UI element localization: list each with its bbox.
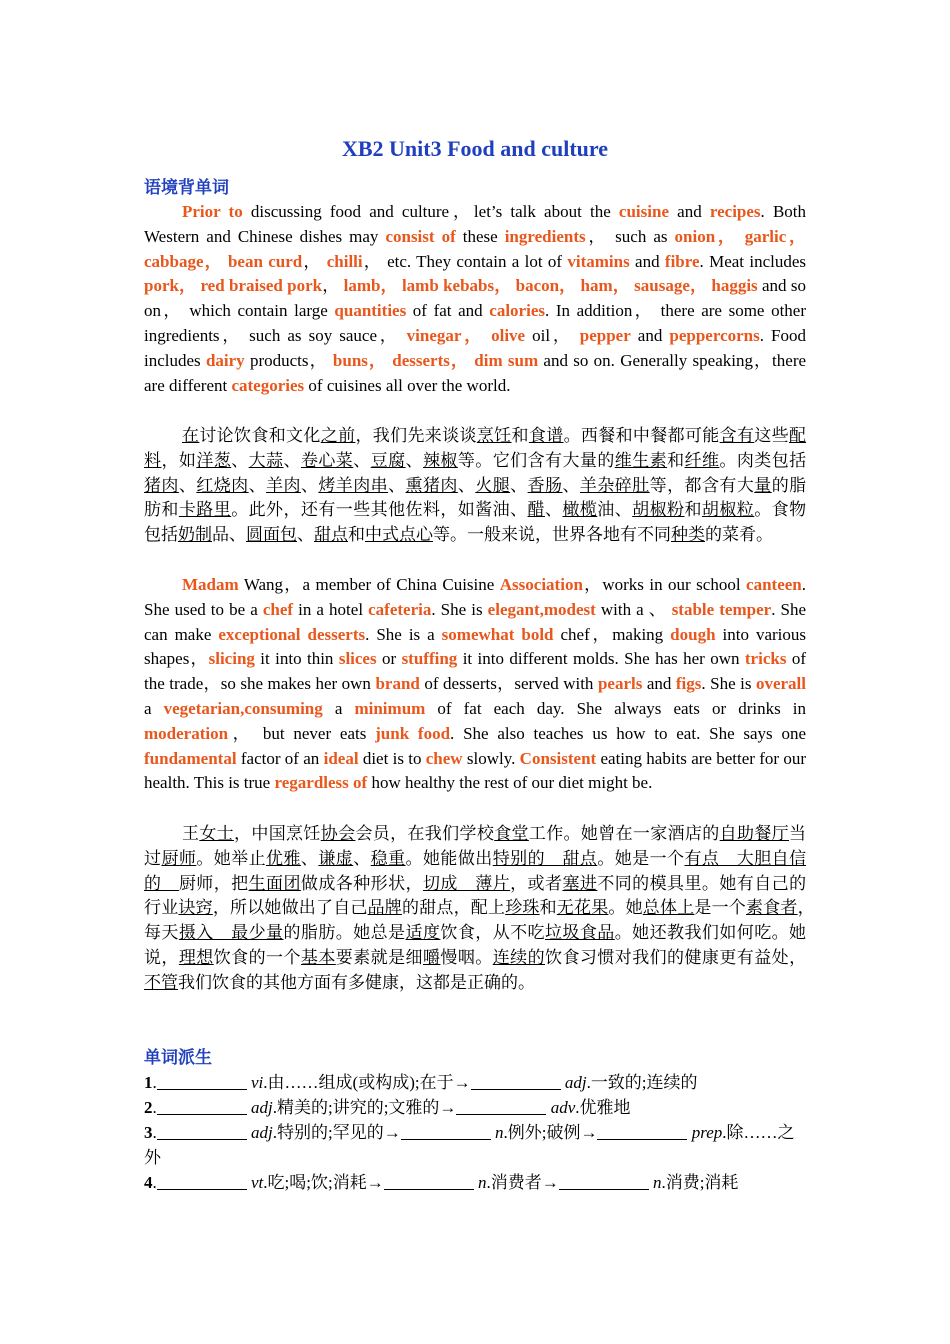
part-of-speech: adj <box>251 1123 273 1142</box>
underlined-term: 熏猪肉 <box>405 475 458 495</box>
underlined-term: 圆面包 <box>246 525 297 545</box>
part-of-speech: vt <box>251 1173 264 1192</box>
keyword: brand <box>375 674 420 694</box>
keyword: pepper <box>579 325 631 345</box>
keyword: chef <box>262 599 294 619</box>
underlined-term: 品牌 <box>367 898 402 918</box>
underlined-term: 羊肉 <box>266 475 301 495</box>
underlined-term: 胡椒粉 <box>632 500 685 520</box>
underlined-term: 嚼 <box>422 947 441 967</box>
keyword: categories <box>231 375 305 395</box>
underlined-term: 香肠 <box>527 475 563 495</box>
underlined-term: 特别的 甜点 <box>492 848 598 868</box>
chinese-passage-2: 王女士，中国烹饪协会会员，在我们学校食堂工作。她曾在一家酒店的自助餐厅当过厨师。她举止优雅、谦虚、稳重。她能做出特别的 甜点。她是一个有点 大胆自信的 厨师，把生面团做成各种形状，切成 薄片，或者塞进不同的模具里。她有自己的行业诀窍，所以她做出了自己品牌的甜点，配上珍珠和无花果。她总体上是一个素食者， 每天摄入 最少量的脂肪。她总是适度饮食，从不吃垃圾食品。她还教我们如何吃。她说，理想饮食的一个基本要素就是细嚼慢咽。连续的饮食习惯对我们的健康更有益处，不管我们饮食的其他方面有多健康，这都是正确的。 <box>144 824 824 992</box>
exercise-item-3: 3. adj.特别的;罕见的→ n.例外;破例→ prep.除……之外 <box>144 1123 795 1167</box>
answer-blank[interactable] <box>456 1098 546 1115</box>
underlined-term: 胡椒粒 <box>701 500 755 520</box>
page-title: XB2 Unit3 Food and culture <box>341 136 609 161</box>
answer-blank[interactable] <box>559 1173 649 1190</box>
underlined-term: 火腿 <box>475 475 511 495</box>
underlined-term: 不管 <box>144 972 178 992</box>
keyword: canteen <box>746 575 802 594</box>
underlined-term: 食谱 <box>528 426 564 445</box>
underlined-term: 垃圾食品 <box>545 923 615 943</box>
answer-blank[interactable] <box>157 1073 247 1090</box>
english-passage-1: Prior to discussing food and culture，let’s talk about the cuisine and recipes. Both Western and Chinese dishes may consist of these ingredients， such as onion， garlic， cabbage， bean curd， chilli， etc. They contain a lot of vitamins and fibre. Meat includes pork， red braised pork， lamb， lamb kebabs， bacon， ham， sausage， haggis and so on， which contain large quantities of fat and calories. In addition， there are some other ingredients， such as soy sauce， vinegar， olive oil， pepper and peppercorns. Food includes dairy products， buns， desserts， dim sum and so on. Generally speaking，there are different categories of cuisines all over the world. <box>144 202 807 395</box>
keyword: cabbage， <box>144 251 223 271</box>
keyword: Prior to <box>182 202 243 221</box>
underlined-term: 女士 <box>199 824 235 843</box>
underlined-term: 适度 <box>405 923 441 943</box>
keyword: onion， <box>674 226 738 246</box>
part-of-speech: prep <box>691 1123 723 1142</box>
keyword: red braised pork <box>200 276 323 296</box>
english-passage-2: Madam Wang，a member of China Cuisine Association，works in our school canteen. She used to be a chef in a hotel cafeteria. She is elegant,modest with a 、 stable temper. She can make exceptional desserts. She is a somewhat bold chef，making dough into various shapes，slicing it into thin slices or stuffing it into different molds. She has her own tricks of the trade，so she makes her own brand of desserts，served with pearls and figs. She is overall a vegetarian,consuming a minimum of fat each day. She always eats or drinks in moderation， but never eats junk food. She also teaches us how to eat. She says one fundamental factor of an ideal diet is to chew slowly. Consistent eating habits are better for our health. This is true regardless of how healthy the rest of our diet might be. <box>144 575 807 793</box>
underlined-term: 含有 <box>719 426 755 445</box>
keyword: Association <box>499 575 583 594</box>
underlined-term: 量 <box>754 475 772 495</box>
underlined-term: 协会 <box>320 824 356 843</box>
keyword: lamb kebabs， <box>401 276 512 296</box>
keyword: Madam <box>182 575 239 594</box>
underlined-term: 辣椒 <box>423 450 458 470</box>
answer-blank[interactable] <box>157 1123 247 1140</box>
keyword: regardless of <box>274 773 368 793</box>
answer-blank[interactable] <box>157 1173 247 1190</box>
keyword: fibre <box>664 251 700 271</box>
keyword: haggis <box>711 276 758 296</box>
underlined-term: 配料 <box>144 426 807 470</box>
keyword: exceptional desserts <box>218 624 366 644</box>
keyword: fundamental <box>144 748 237 768</box>
keyword: vegetarian,consuming <box>163 698 323 718</box>
keyword: olive <box>491 325 526 345</box>
answer-blank[interactable] <box>471 1073 561 1090</box>
underlined-term: 理想 <box>178 947 214 967</box>
item-number: 1 <box>144 1073 153 1092</box>
underlined-term: 豆腐 <box>370 450 406 470</box>
underlined-term: 诀窍 <box>178 898 213 918</box>
underlined-term: 基本 <box>300 947 336 967</box>
part-of-speech: n <box>477 1173 487 1192</box>
keyword: bean curd <box>227 251 303 271</box>
underlined-term: 之前 <box>320 426 356 445</box>
underlined-term: 猪肉 <box>144 475 179 495</box>
keyword: garlic， <box>744 226 807 246</box>
keyword: tricks <box>744 649 787 669</box>
underlined-term: 生面团 <box>248 873 301 893</box>
underlined-term: 醋 <box>527 500 545 520</box>
keyword: Consistent <box>519 748 597 768</box>
keyword: dairy <box>205 350 245 370</box>
keyword: overall <box>755 674 807 694</box>
underlined-term: 橄榄 <box>562 500 598 520</box>
underlined-term: 羊杂碎肚 <box>579 475 650 495</box>
keyword: desserts， <box>392 350 469 370</box>
keyword: quantities <box>334 301 407 321</box>
keyword: junk food <box>375 723 451 743</box>
keyword: figs <box>675 674 702 694</box>
chinese-passage-1: 在讨论饮食和文化之前，我们先来谈谈烹饪和食谱。西餐和中餐都可能含有这些配料，如洋葱、大蒜、卷心菜、豆腐、辣椒等。它们含有大量的维生素和纤维。肉类包括猪肉、红烧肉、羊肉、烤羊肉串、熏猪肉、火腿、香肠、羊杂碎肚等，都含有大量的脂肪和卡路里。此外，还有一些其他佐料，如酱油、醋、橄榄油、胡椒粉和胡椒粒。食物包括奶制品、圆面包、甜点和中式点心等。一般来说，世界各地有不同种类的菜肴。 <box>144 426 807 545</box>
item-number: 2 <box>144 1098 153 1117</box>
keyword: cuisine <box>618 202 669 221</box>
keyword: pork， <box>144 276 197 296</box>
underlined-term: 烤羊肉串 <box>318 475 389 495</box>
underlined-term: 厨师 <box>161 848 197 868</box>
underlined-term: 自助餐厅 <box>719 824 790 843</box>
part-of-speech: adv <box>550 1098 576 1117</box>
keyword: buns， <box>332 350 387 370</box>
item-number: 4 <box>144 1173 153 1192</box>
keyword: stuffing <box>401 649 458 669</box>
exercise-item-2: 2. adj.精美的;讲究的;文雅的→ adv.优雅地 <box>144 1098 631 1117</box>
keyword: calories <box>489 301 545 321</box>
underlined-term: 维生素 <box>614 450 668 470</box>
underlined-term: 摄入 最少量 <box>178 923 284 943</box>
underlined-term: 切成 薄片 <box>422 873 511 893</box>
exercise-item-4: 4. vt.吃;喝;饮;消耗→ n.消费者→ n.消费;消耗 <box>144 1173 739 1192</box>
keyword: vinegar， <box>406 325 485 345</box>
keyword: chew <box>425 748 463 768</box>
underlined-term: 谦虚 <box>318 848 354 868</box>
underlined-term: 红烧肉 <box>196 475 249 495</box>
keyword: lamb， <box>343 276 398 296</box>
underlined-term: 洋葱 <box>196 450 232 470</box>
part-of-speech: adj <box>564 1073 587 1092</box>
keyword: consist of <box>385 226 456 246</box>
keyword: slices <box>338 649 377 669</box>
underlined-term: 塞进 <box>562 873 598 893</box>
underlined-term: 卷心菜 <box>300 450 354 470</box>
keyword: ideal <box>323 748 359 768</box>
underlined-term: 总体上 <box>642 898 695 918</box>
keyword: stable temper <box>671 599 772 619</box>
underlined-term: 优雅 <box>266 848 301 868</box>
section-heading-word-derivation: 单词派生 <box>144 1048 212 1067</box>
exercise-item-1: 1. vi.由……组成(或构成);在于→ adj.一致的;连续的 <box>144 1073 698 1092</box>
underlined-term: 大蒜 <box>248 450 284 470</box>
keyword: dim sum <box>474 350 539 370</box>
underlined-term: 纤维 <box>684 450 720 470</box>
keyword: dough <box>670 624 716 644</box>
keyword: slicing <box>208 649 255 669</box>
underlined-term: 食堂 <box>494 824 529 843</box>
part-of-speech: n <box>494 1123 504 1142</box>
keyword: chilli <box>326 251 363 271</box>
underlined-term: 在 <box>182 426 200 445</box>
underlined-term: 甜点 <box>314 525 348 545</box>
keyword: cafeteria <box>368 599 432 619</box>
underlined-term: 稳重 <box>370 848 406 868</box>
keyword: bacon， <box>515 276 577 296</box>
part-of-speech: n <box>652 1173 662 1192</box>
underlined-term: 卡路里 <box>178 500 232 520</box>
keyword: elegant,modest <box>487 599 596 619</box>
keyword: somewhat bold <box>441 624 554 644</box>
underlined-term: 奶制 <box>178 525 212 545</box>
keyword: pearls <box>597 674 643 694</box>
keyword: recipes <box>709 202 761 221</box>
keyword: minimum <box>354 698 426 718</box>
item-number: 3 <box>144 1123 153 1142</box>
keyword: ham， <box>580 276 630 296</box>
underlined-term: 中式点心 <box>365 525 433 545</box>
underlined-term: 烹饪 <box>476 426 512 445</box>
keyword: ingredients <box>504 226 586 246</box>
keyword: moderation <box>144 723 229 743</box>
keyword: sausage， <box>634 276 708 296</box>
underlined-term: 素食者 <box>745 898 798 918</box>
underlined-term: 连续的 <box>492 947 546 967</box>
keyword: peppercorns <box>669 325 760 345</box>
section-heading-context-vocabulary: 语境背单词 <box>144 178 229 197</box>
underlined-term: 珍珠 <box>505 898 540 918</box>
keyword: vitamins <box>567 251 630 271</box>
answer-blank[interactable] <box>157 1098 247 1115</box>
underlined-term: 有点 大胆自信的 <box>144 848 807 893</box>
answer-blank[interactable] <box>597 1123 687 1140</box>
underlined-term: 无花果 <box>556 898 609 918</box>
part-of-speech: adj <box>251 1098 273 1117</box>
answer-blank[interactable] <box>384 1173 474 1190</box>
underlined-term: 种类 <box>671 525 705 545</box>
answer-blank[interactable] <box>401 1123 491 1140</box>
part-of-speech: vi <box>251 1073 264 1092</box>
